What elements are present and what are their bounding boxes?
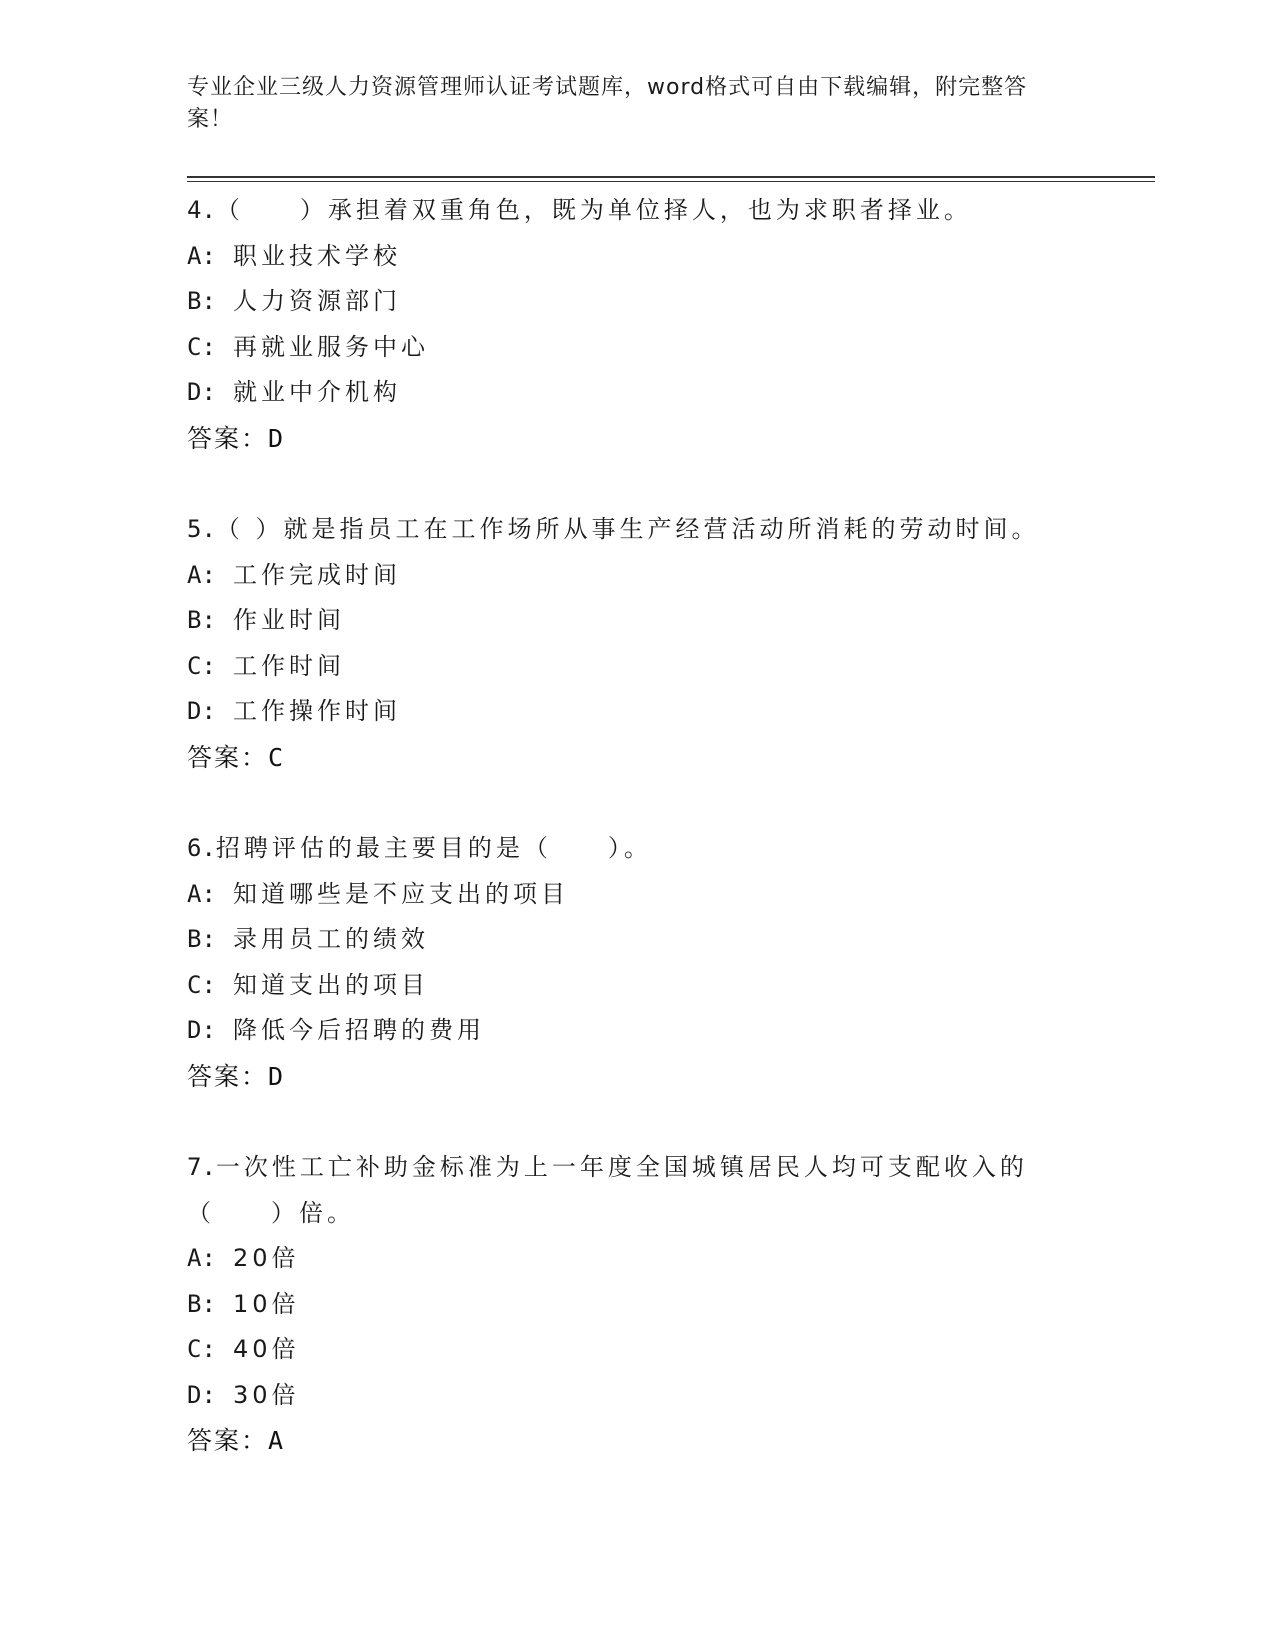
option-text: 职业技术学校 — [233, 241, 401, 270]
answer-value: D — [268, 1061, 286, 1091]
option-text: 录用员工的绩效 — [233, 925, 429, 953]
option-text: 工作操作时间 — [233, 697, 401, 725]
question-text — [187, 1145, 1067, 1236]
option-key: A: — [187, 560, 216, 589]
option-b — [187, 598, 1137, 644]
option-key: A: — [187, 879, 216, 908]
answer-line — [187, 416, 1137, 462]
answer-line — [187, 1054, 1137, 1100]
option-key: D: — [187, 1380, 216, 1409]
option-d — [187, 1373, 1137, 1419]
option-key: A: — [187, 1244, 216, 1272]
question-list — [187, 188, 1137, 1510]
question-number: 4. — [187, 196, 216, 224]
question-stem: （ ）就是指员工在工作场所从事生产经营活动所消耗的劳动时间。 — [215, 515, 1040, 543]
answer-value: D — [268, 423, 286, 453]
question-item — [187, 507, 1137, 780]
document-header: 专业企业三级人力资源管理师认证考试题库，word格式可自由下载编辑，附完整答案！ — [187, 75, 1028, 132]
option-b — [187, 917, 1137, 963]
option-text: 作业时间 — [233, 606, 345, 634]
question-number: 6. — [187, 834, 216, 862]
option-d — [187, 370, 1137, 416]
option-a — [187, 872, 1137, 918]
option-text: 10倍 — [233, 1289, 300, 1318]
option-text: 工作时间 — [233, 651, 345, 680]
option-text: 降低今后招聘的费用 — [233, 1016, 485, 1044]
option-key: C: — [187, 332, 216, 361]
option-key: D: — [187, 1016, 216, 1044]
question-item — [187, 188, 1137, 461]
question-text — [187, 507, 1067, 553]
question-text — [187, 188, 1067, 234]
option-c — [187, 963, 1137, 1009]
option-key: B: — [187, 606, 216, 634]
option-c — [187, 644, 1137, 690]
option-text: 人力资源部门 — [233, 287, 401, 315]
option-a — [187, 1236, 1137, 1282]
answer-line — [187, 1418, 1137, 1464]
question-number: 5. — [187, 515, 216, 543]
option-key: A: — [187, 241, 216, 270]
header-divider — [187, 176, 1155, 182]
option-c — [187, 1327, 1137, 1373]
option-text: 再就业服务中心 — [233, 332, 429, 361]
option-key: D: — [187, 378, 216, 406]
answer-label: 答案： — [187, 1426, 269, 1455]
answer-label: 答案： — [187, 742, 269, 772]
option-key: C: — [187, 1335, 216, 1363]
option-d — [187, 1008, 1137, 1054]
question-item — [187, 826, 1137, 1099]
option-text: 知道支出的项目 — [233, 970, 429, 999]
option-text: 知道哪些是不应支出的项目 — [233, 879, 569, 908]
option-d — [187, 689, 1137, 735]
option-text: 工作完成时间 — [233, 560, 401, 589]
question-number: 7. — [187, 1153, 216, 1181]
option-b — [187, 279, 1137, 325]
option-a — [187, 234, 1137, 280]
option-b — [187, 1282, 1137, 1328]
option-text: 20倍 — [233, 1244, 300, 1272]
question-stem: 招聘评估的最主要目的是（ ）。 — [215, 834, 652, 862]
option-key: B: — [187, 1289, 216, 1318]
question-item — [187, 1145, 1137, 1464]
option-key: B: — [187, 925, 216, 953]
option-c — [187, 325, 1137, 371]
question-text — [187, 826, 1067, 872]
option-key: D: — [187, 697, 216, 725]
answer-value: C — [268, 742, 286, 772]
option-a — [187, 553, 1137, 599]
option-text: 30倍 — [233, 1380, 300, 1409]
option-text: 40倍 — [233, 1335, 300, 1363]
option-key: B: — [187, 287, 216, 315]
answer-label: 答案： — [187, 423, 269, 453]
answer-line — [187, 735, 1137, 781]
question-stem: 一次性工亡补助金标准为上一年度全国城镇居民人均可支配收入的（ ）倍。 — [187, 1153, 1028, 1227]
option-text: 就业中介机构 — [233, 378, 401, 406]
option-key: C: — [187, 651, 216, 680]
question-stem: （ ）承担着双重角色，既为单位择人，也为求职者择业。 — [215, 196, 972, 224]
answer-label: 答案： — [187, 1061, 269, 1091]
option-key: C: — [187, 970, 216, 999]
answer-value: A — [268, 1426, 286, 1455]
